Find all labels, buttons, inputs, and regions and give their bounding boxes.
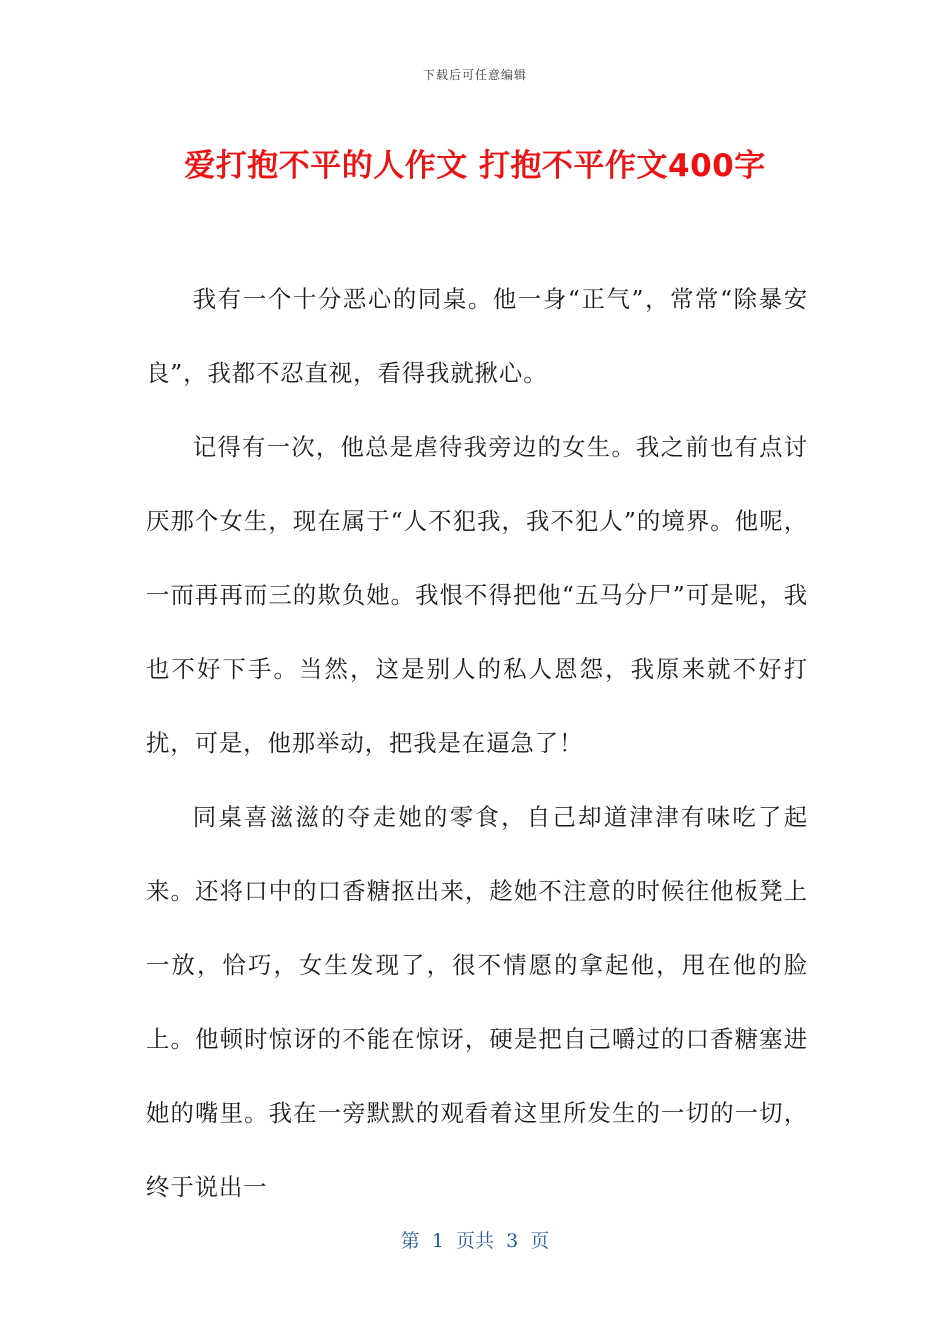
paragraph-2: 记得有一次，他总是虐待我旁边的女生。我之前也有点讨厌那个女生，现在属于“人不犯我，我不犯人”的境界。他呢，一而再再而三的欺负她。我恨不得把他“五马分尸”可是呢，我也不好下手。当然，这是别人的私人恩怨，我原来就不好打扰，可是，他那举动，把我是在逼急了！ (146, 433, 808, 757)
paragraph-3: 同桌喜滋滋的夺走她的零食，自己却道津津有味吃了起来。还将口中的口香糖抠出来，趁她不注意的时候往他板凳上一放，恰巧，女生发现了，很不情愿的拿起他，甩在他的脸上。他顿时惊讶的不能在惊讶，硬是把自己嚼过的口香糖塞进她的嘴里。我在一旁默默的观看着这里所发生的一切的一切，终于说出一 (146, 803, 808, 1201)
page-indicator: 第 1 页共 3 页 (400, 1230, 550, 1252)
document-title: 爱打抱不平的人作文 打抱不平作文400字 (184, 148, 766, 184)
header-note: 下载后可任意编辑 (422, 68, 527, 82)
document-body (146, 262, 808, 1224)
paragraph-1: 我有一个十分恶心的同桌。他一身“正气”，常常“除暴安良”，我都不忍直视，看得我就揪心。 (146, 285, 808, 387)
